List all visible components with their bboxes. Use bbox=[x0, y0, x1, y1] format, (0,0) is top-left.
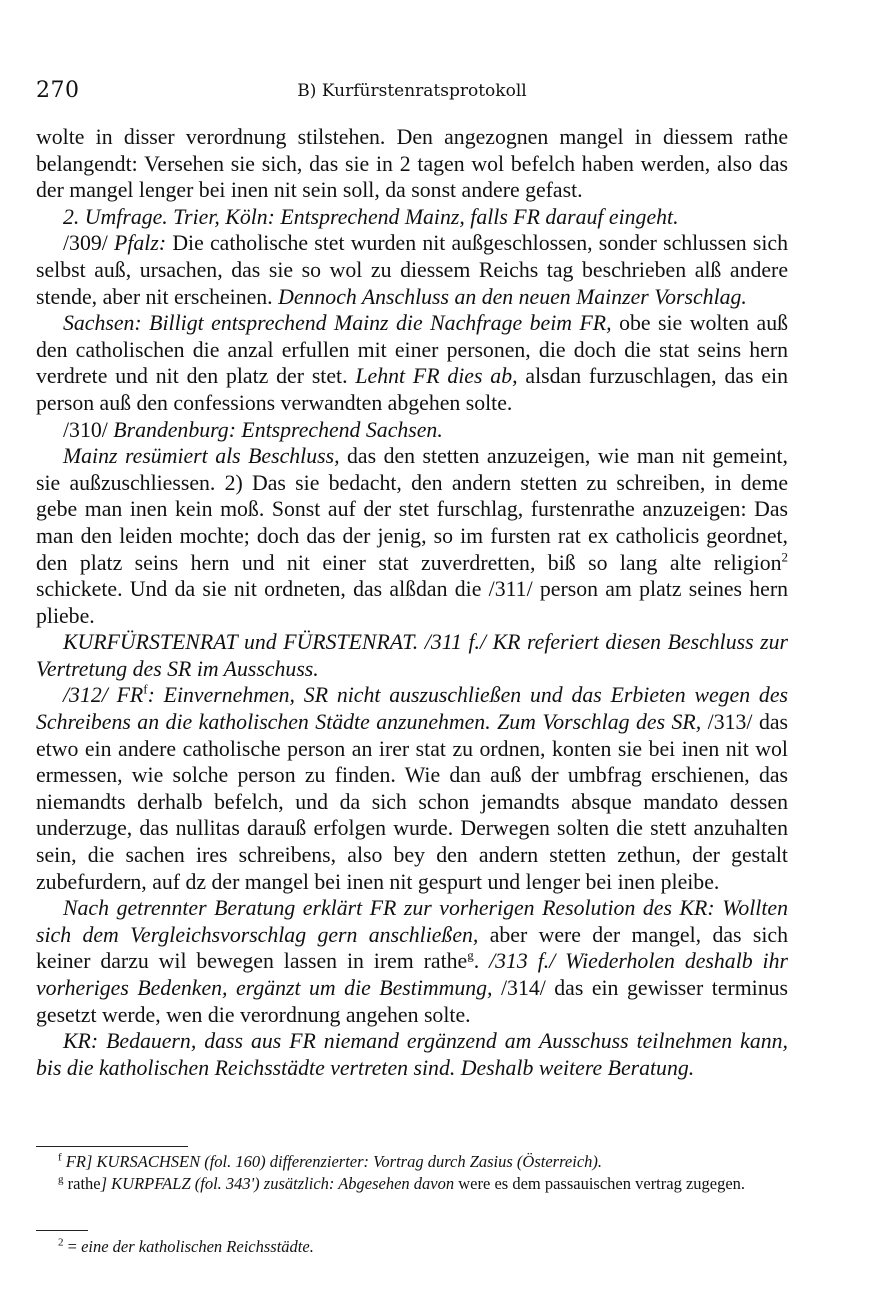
text-run: FR] KURSACHSEN (fol. 160) differenzierter: Vortrag durch Zasius (Österreich). bbox=[61, 1152, 603, 1171]
note-marker: f bbox=[143, 682, 148, 698]
note-marker: 2 bbox=[781, 549, 788, 565]
note-marker: 2 bbox=[58, 1236, 64, 1249]
text-run: /314/ das ein gewisser terminus gesetzt werde, wen die verordnung angehen solte. bbox=[36, 976, 788, 1027]
paragraph bbox=[36, 1028, 788, 1081]
text-run: aber were der mangel, das sich keiner darzu wil bewegen lassen in irem rathe bbox=[36, 922, 789, 974]
paragraph bbox=[36, 682, 788, 895]
text-run: : Einvernehmen, SR nicht auszuschließen und das Erbieten wegen des Schreibens an die katholischen Städte anzunehmen. Zum Vorschlag des SR, bbox=[36, 683, 788, 735]
text-run: were es dem passauischen vertrag zugegen. bbox=[454, 1174, 746, 1193]
text-run: = bbox=[63, 1237, 82, 1256]
running-title: B) Kurfürstenratsprotokoll bbox=[297, 81, 527, 101]
paragraph bbox=[36, 310, 788, 416]
paragraph bbox=[36, 443, 788, 629]
text-run: Pfalz: bbox=[114, 231, 167, 256]
text-run: ] KURPFALZ (fol. 343') zusätzlich: Abgesehen davon bbox=[100, 1174, 455, 1193]
text-run: obe sie wolten auß den catholischen die anzal erfullen mit einer personen, die doch die stat seins hern verdrete und nit den platz der stet. bbox=[36, 311, 789, 389]
footnotes-letters bbox=[36, 1151, 788, 1195]
body-text bbox=[36, 124, 788, 1081]
text-run: /313/ das etwo ein andere catholische person an irer stat zu ordnen, konten sie bei inen nit wol ermessen, wie solche person zu finden. Wie dan auß der umbfrag erschienen, das niemandts derhalb befelch, und da sich schon jemandts absque mandato dessen underzuge, das nullitas darauß erfolgen wurde. Derwegen solten die stett anzuhalten sein, die sachen ires schreibens, also bey den andern stetten zethun, der gestalt zubefurdern, auf dz der mangel bei inen nit gespurt und lenger bei inen pleibe. bbox=[36, 710, 789, 894]
text-run: Lehnt FR dies ab, bbox=[355, 364, 518, 389]
text-run: eine der katholischen Reichsstädte. bbox=[81, 1237, 314, 1256]
footnote bbox=[36, 1151, 788, 1173]
page-header bbox=[36, 78, 788, 108]
text-run: das den stetten anzuzeigen, wie man nit gemeint, sie außzuschliessen. 2) Das sie bedacht, den andern stetten zu schreiben, in deme gebe man inen kein moß. Sonst auf der stet furschlag, furstenrathe anzuzeigen: Das man den leiden mochte; doch das der jenig, so im fursten rat ex catholicis geordnet, den platz seins hern und nit einer stat zuverdretten, biß so lang alte religion bbox=[36, 444, 788, 575]
footnote-rule-numbers bbox=[36, 1230, 88, 1231]
note-marker: g bbox=[58, 1173, 64, 1186]
text-run: Mainz resümiert als Beschluss, bbox=[63, 444, 340, 469]
text-run: KR: Bedauern, dass aus FR niemand ergänzend am Ausschuss teilnehmen kann, bis die katholischen Reichsstädte vertreten sind. Deshalb weitere Beratung. bbox=[36, 1029, 788, 1080]
text-run: 2. Umfrage. Trier, Köln: Entsprechend Mainz, falls FR darauf eingeht. bbox=[63, 204, 679, 229]
text-run: Brandenburg: Entsprechend Sachsen. bbox=[113, 417, 443, 442]
paragraph bbox=[36, 629, 788, 682]
text-run: . bbox=[473, 949, 490, 974]
text-run: Sachsen: Billigt entsprechend Mainz die Nachfrage beim FR, bbox=[63, 311, 612, 336]
note-marker: g bbox=[467, 948, 474, 964]
text-run: rathe bbox=[63, 1174, 101, 1193]
paragraph bbox=[36, 204, 788, 231]
footnote bbox=[36, 1236, 788, 1258]
paragraph bbox=[36, 895, 788, 1028]
footnote-rule-letters bbox=[36, 1146, 188, 1147]
text-run: Dennoch Anschluss an den neuen Mainzer Vorschlag. bbox=[278, 284, 747, 309]
text-run: wolte in disser verordnung stilstehen. Den angezognen mangel in diessem rathe belangendt: Versehen sie sich, das sie in 2 tagen wol befelch haben werden, also das der mangel lenger bei inen nit sein soll, da sonst andere gefast. bbox=[36, 125, 788, 203]
footnote bbox=[36, 1173, 788, 1195]
paragraph bbox=[36, 230, 788, 310]
text-run: Nach getrennter Beratung erklärt FR zur vorherigen Resolution des KR: Wollten sich dem Vergleichsvorschlag gern anschließen, bbox=[36, 896, 788, 947]
text-run: schickete. Und da sie nit ordneten, das alßdan die /311/ person am platz seines hern pliebe. bbox=[36, 577, 788, 628]
text-run: /310/ bbox=[63, 417, 114, 442]
text-run: KURFÜRSTENRAT und FÜRSTENRAT. /311 f./ KR referiert diesen Beschluss zur Vertretung des SR im Ausschuss. bbox=[36, 630, 788, 681]
footnotes-numbers bbox=[36, 1236, 788, 1258]
text-run: /313 f./ Wiederholen deshalb ihr vorheriges Bedenken, ergänzt um die Bestimmung, bbox=[36, 949, 788, 1000]
text-run: /312/ FR bbox=[63, 683, 144, 708]
page-number: 270 bbox=[36, 78, 80, 103]
paragraph bbox=[36, 417, 788, 444]
paragraph bbox=[36, 124, 788, 204]
text-run: Die catholische stet wurden nit außgeschlossen, sonder schlussen sich selbst auß, ursachen, das sie so wol zu diessem Reichs tag beschrieben alß andere stende, aber nit erscheinen. bbox=[36, 231, 788, 309]
text-run: alsdan furzuschlagen, das ein person auß den confessions verwandten abgehen solte. bbox=[36, 364, 788, 415]
note-marker: f bbox=[58, 1151, 62, 1164]
text-run: /309/ bbox=[63, 231, 115, 256]
